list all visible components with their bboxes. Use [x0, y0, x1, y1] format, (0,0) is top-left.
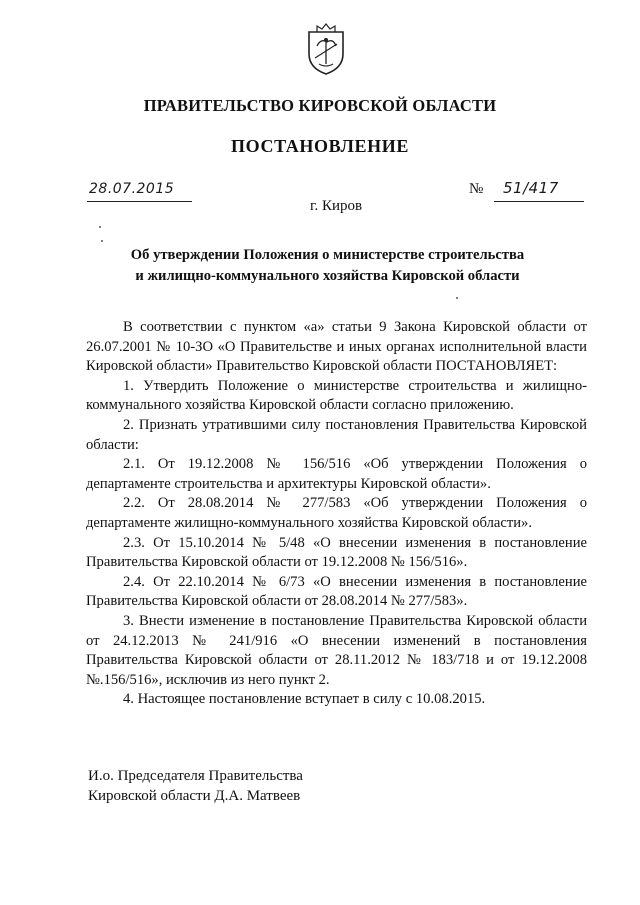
- document-date: 28.07.2015: [89, 181, 175, 197]
- document-number: 51/417: [503, 179, 559, 197]
- government-title: ПРАВИТЕЛЬСТВО КИРОВСКОЙ ОБЛАСТИ: [143, 96, 497, 115]
- number-sign: №: [469, 181, 484, 197]
- subject-line-2: и жилищно-коммунального хозяйства Кировской области: [135, 268, 520, 284]
- document-body: [86, 318, 587, 710]
- body-item-1: 1. Утвердить Положение о министерстве строительства и жилищно-коммунального хозяйства Кировской области согласно приложению.: [86, 377, 587, 414]
- city: г. Киров: [310, 198, 363, 214]
- body-item-3: 3. Внести изменение в постановление Правительства Кировской области от 24.12.2013 № 241/916 «О внесении изменений в постановления Правительства Кировской области от 28.11.2012 № 183/718 и от 19.12.2008 №.156/516», исключив из него пункт 2.: [86, 612, 587, 688]
- signature-line-1: И.о. Председателя Правительства: [88, 768, 303, 784]
- document-type: ПОСТАНОВЛЕНИЕ: [231, 136, 409, 156]
- document-subject: [100, 245, 555, 287]
- body-item-2-3: 2.3. От 15.10.2014 № 5/48 «О внесении изменения в постановление Правительства Кировской области от 19.12.2008 № 156/516».: [86, 534, 587, 571]
- body-intro: В соответствии с пунктом «а» статьи 9 Закона Кировской области от 26.07.2001 № 10-ЗО «О Правительстве и иных органах исполнительной власти Кировской области» Правительство Кировской области ПОСТАНОВЛЯЕТ:: [86, 319, 587, 375]
- scan-speck: [456, 297, 458, 299]
- kirov-region-coat-of-arms-icon: [303, 20, 349, 76]
- body-item-4: 4. Настоящее постановление вступает в силу с 10.08.2015.: [123, 691, 486, 708]
- body-item-2: 2. Признать утратившими силу постановления Правительства Кировской области:: [86, 416, 587, 453]
- scan-speck: [99, 226, 101, 228]
- body-item-2-2: 2.2. От 28.08.2014 № 277/583 «Об утверждении Положения о департаменте жилищно-коммунального хозяйства Кировской области».: [86, 495, 587, 531]
- body-item-2-4: 2.4. От 22.10.2014 № 6/73 «О внесении изменения в постановление Правительства Кировской области от 28.08.2014 № 277/583».: [86, 573, 587, 610]
- signature-line-2: Кировской области Д.А. Матвеев: [88, 788, 301, 804]
- scan-speck: [101, 240, 103, 242]
- signature-block: [88, 766, 303, 806]
- subject-line-1: Об утверждении Положения о министерстве строительства: [130, 247, 525, 263]
- body-item-2-1: 2.1. От 19.12.2008 № 156/516 «Об утверждении Положения о департаменте строительства и архитектуры Кировской области».: [86, 456, 587, 492]
